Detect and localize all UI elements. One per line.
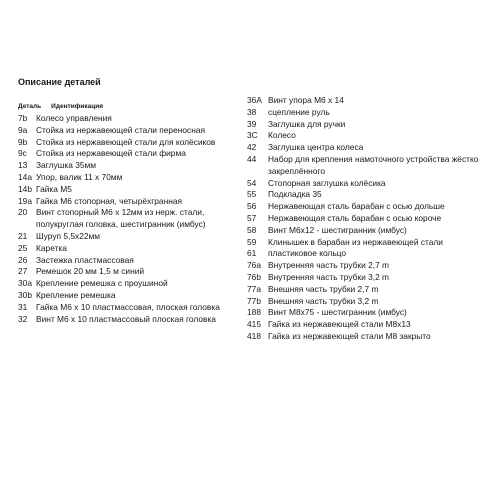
part-description: Набор для крепления намоточного устройства жёстко закреплённого <box>268 153 479 176</box>
part-number: 3C <box>247 130 258 141</box>
list-item <box>247 130 497 142</box>
part-description: Упор, валик 11 x 70мм <box>36 171 123 182</box>
list-item <box>18 160 248 172</box>
list-item <box>18 290 248 302</box>
list-item <box>247 319 497 331</box>
part-description: Внешняя часть трубки 3,2 m <box>268 295 379 306</box>
part-description: Колесо управления <box>36 113 112 123</box>
part-number: 58 <box>247 224 257 235</box>
part-number: 38 <box>247 106 257 117</box>
part-description: Клинышек в барабан из нержавеющей стали <box>268 236 443 247</box>
part-number: 57 <box>247 212 257 223</box>
list-item <box>18 266 248 278</box>
part-number: 31 <box>18 301 28 312</box>
list-item <box>18 231 248 243</box>
list-item <box>247 154 497 178</box>
part-number: 55 <box>247 189 257 200</box>
part-number: 39 <box>247 118 257 129</box>
list-item <box>18 196 248 208</box>
list-item <box>247 225 497 237</box>
list-item <box>18 207 248 231</box>
part-description: Заглушка для ручки <box>268 118 346 129</box>
part-description: Внешняя часть трубки 2,7 m <box>268 283 379 294</box>
part-number: 21 <box>18 230 28 241</box>
list-item <box>247 248 497 260</box>
list-item <box>18 278 248 290</box>
part-description: Винт M6 x 10 пластмассовый плоская головка <box>36 313 216 324</box>
part-number: 30a <box>18 278 32 289</box>
part-description: пластиковое кольцо <box>268 248 347 259</box>
list-item <box>247 296 497 308</box>
list-item <box>18 314 248 326</box>
part-number: 36A <box>247 95 262 105</box>
part-number: 77b <box>247 295 261 306</box>
part-description: Гайка M6 стопорная, четырёхгранная <box>36 195 183 206</box>
part-number: 27 <box>18 266 28 277</box>
part-number: 42 <box>247 142 257 153</box>
list-item <box>247 331 497 343</box>
part-number: 25 <box>18 242 28 253</box>
part-number: 418 <box>247 330 261 341</box>
part-description: Каретка <box>36 242 67 253</box>
part-description: Заглушка центра колеса <box>268 142 364 153</box>
part-description: Заглушка 35мм <box>36 160 97 171</box>
part-description: Застежка пластмассовая <box>36 254 134 265</box>
part-number: 32 <box>18 313 28 324</box>
part-number: 9b <box>18 136 28 147</box>
part-number: 76b <box>247 271 261 282</box>
part-number: 415 <box>247 319 261 330</box>
list-item <box>18 302 248 314</box>
list-item <box>247 119 497 131</box>
part-number: 61 <box>247 248 257 259</box>
part-number: 20 <box>18 207 28 218</box>
part-description: сцепление руль <box>268 106 330 117</box>
part-description: Стойка из нержавеющей стали для колёсиков <box>36 136 216 147</box>
part-description: Нержавеющая сталь барабан с осью короче <box>268 212 442 223</box>
part-description: Ремешок 20 мм 1,5 м синий <box>36 266 145 277</box>
list-item <box>247 237 497 249</box>
list-item <box>247 307 497 319</box>
list-item <box>247 95 497 107</box>
part-description: Крепление ремешка <box>36 289 116 300</box>
parts-list-right <box>247 95 497 343</box>
part-number: 188 <box>247 307 261 318</box>
part-number: 14b <box>18 183 32 194</box>
column-headers <box>18 103 103 110</box>
part-description: Винт M6x12 - шестигранник (имбус) <box>268 224 407 235</box>
part-number: 19a <box>18 195 32 206</box>
part-description: Стопорная заглушка колёсика <box>268 177 386 188</box>
part-number: 9a <box>18 124 28 135</box>
part-description: Винт стопорный M6 x 12мм из нерж. стали, полукруглая головка, шестигранник (имбус) <box>36 207 206 230</box>
part-description: Нержавеющая сталь барабан с осью дольше <box>268 201 445 212</box>
part-description: Колесо <box>268 130 296 141</box>
part-number: 9c <box>18 148 27 159</box>
part-number: 14a <box>18 171 32 182</box>
list-item <box>247 178 497 190</box>
part-number: 7b <box>18 113 28 123</box>
part-description: Внутренняя часть трубки 2,7 m <box>268 260 390 271</box>
part-number: 59 <box>247 236 257 247</box>
list-item <box>247 189 497 201</box>
part-description: Подкладка 35 <box>268 189 322 200</box>
part-description: Стойка из нержавеющей стали переносная <box>36 124 206 135</box>
list-item <box>247 272 497 284</box>
part-description: Стойка из нержавеющей стали фирма <box>36 148 186 159</box>
col-part-header: Деталь <box>18 103 42 110</box>
col-ident-header: Идентификация <box>51 103 104 110</box>
part-description: Гайка M5 <box>36 183 72 194</box>
part-number: 13 <box>18 160 28 171</box>
list-item <box>18 137 248 149</box>
list-item <box>18 184 248 196</box>
part-number: 77a <box>247 283 261 294</box>
list-item <box>247 284 497 296</box>
part-number: 54 <box>247 177 257 188</box>
part-number: 56 <box>247 201 257 212</box>
list-item <box>18 172 248 184</box>
part-number: 26 <box>18 254 28 265</box>
part-number: 30b <box>18 289 32 300</box>
list-item <box>247 201 497 213</box>
parts-list-left <box>18 113 248 325</box>
page-title: Описание деталей <box>18 77 101 87</box>
list-item <box>247 213 497 225</box>
part-number: 44 <box>247 153 257 164</box>
part-description: Гайка из нержавеющей стали M8 закрыто <box>268 330 431 341</box>
part-description: Крепление ремешка с проушиной <box>36 278 168 289</box>
part-description: Гайка из нержавеющей стали M8x13 <box>268 319 411 330</box>
list-item <box>247 107 497 119</box>
list-item <box>247 260 497 272</box>
part-description: Винт упора M6 x 14 <box>268 95 344 105</box>
part-description: Внутренняя часть трубки 3,2 m <box>268 271 390 282</box>
part-description: Гайка M6 x 10 пластмассовая, плоская головка <box>36 301 220 312</box>
part-number: 76a <box>247 260 261 271</box>
list-item <box>18 125 248 137</box>
list-item <box>18 113 248 125</box>
list-item <box>18 243 248 255</box>
list-item <box>247 142 497 154</box>
list-item <box>18 255 248 267</box>
list-item <box>18 148 248 160</box>
part-description: Винт M8x75 - шестигранник (имбус) <box>268 307 407 318</box>
part-description: Шуруп 5,5x22мм <box>36 230 101 241</box>
